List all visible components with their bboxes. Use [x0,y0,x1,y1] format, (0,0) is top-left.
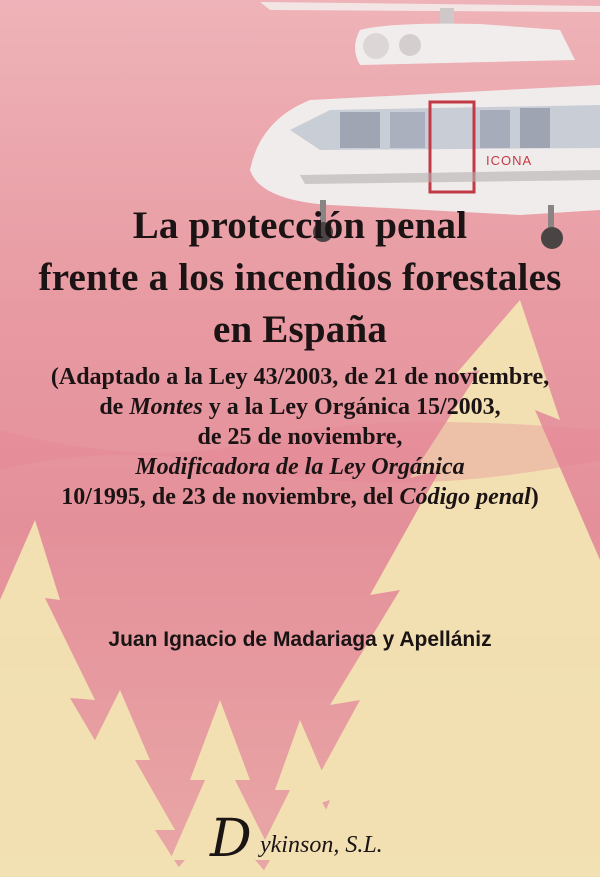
title-line-2: frente a los incendios forestales [38,256,562,299]
author-name: Juan Ignacio de Madariaga y Apellániz [108,628,492,651]
subtitle-line-5: 10/1995, de 23 de noviembre, del Código penal) [61,484,539,510]
title-line-3: en España [212,308,388,351]
publisher-logo [210,809,440,869]
title-line-1: La protección penal [132,204,468,247]
subtitle-line-2: de Montes y a la Ley Orgánica 15/2003, [99,394,501,420]
subtitle-line-4: Modificadora de la Ley Orgánica [135,454,465,480]
subtitle-line-3: de 25 de noviembre, [197,424,403,450]
book-title [0,200,600,356]
publisher-name: ykinson, S.L. [260,832,383,858]
book-subtitle [0,362,600,512]
publisher-initial: D [210,809,252,869]
helicopter-marking: ICONA [486,153,533,168]
subtitle-line-1: (Adaptado a la Ley 43/2003, de 21 de noviembre, [50,364,550,390]
